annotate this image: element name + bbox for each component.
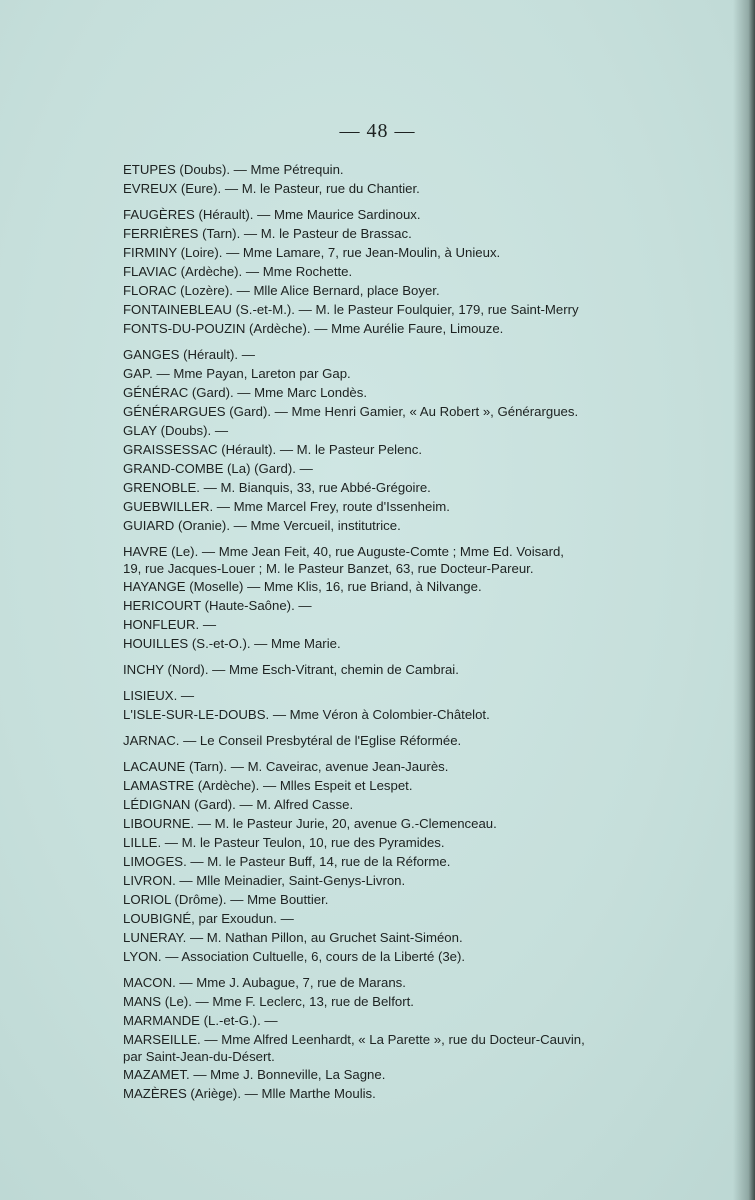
list-item: par Saint-Jean-du-Désert.: [123, 1049, 275, 1064]
list-item: GLAY (Doubs). —: [123, 423, 229, 438]
list-item: HAYANGE (Moselle) — Mme Klis, 16, rue Briand, à Nilvange.: [123, 579, 482, 594]
list-item: L'ISLE-SUR-LE-DOUBS. — Mme Véron à Colombier-Châtelot.: [123, 707, 490, 722]
list-item: LIBOURNE. — M. le Pasteur Jurie, 20, avenue G.-Clemenceau.: [123, 816, 497, 831]
list-item: GANGES (Hérault). —: [123, 347, 255, 362]
list-item: HOUILLES (S.-et-O.). — Mme Marie.: [123, 636, 341, 651]
list-item: FERRIÈRES (Tarn). — M. le Pasteur de Brassac.: [123, 226, 412, 241]
list-item: FIRMINY (Loire). — Mme Lamare, 7, rue Jean-Moulin, à Unieux.: [123, 245, 501, 260]
list-item: GÉNÉRARGUES (Gard). — Mme Henri Gamier, « Au Robert », Générargues.: [123, 404, 579, 419]
list-item: FLORAC (Lozère). — Mlle Alice Bernard, place Boyer.: [123, 283, 440, 298]
list-item: GUEBWILLER. — Mme Marcel Frey, route d'Issenheim.: [123, 499, 450, 514]
list-item: FONTAINEBLEAU (S.-et-M.). — M. le Pasteur Foulquier, 179, rue Saint-Merry: [123, 302, 579, 317]
list-item: JARNAC. — Le Conseil Presbytéral de l'Eglise Réformée.: [123, 733, 462, 748]
list-item: MAZAMET. — Mme J. Bonneville, La Sagne.: [123, 1067, 386, 1082]
list-item: LILLE. — M. le Pasteur Teulon, 10, rue des Pyramides.: [123, 835, 445, 850]
list-item: GRENOBLE. — M. Bianquis, 33, rue Abbé-Grégoire.: [123, 480, 431, 495]
list-item: MARMANDE (L.-et-G.). —: [123, 1013, 278, 1028]
list-item: FLAVIAC (Ardèche). — Mme Rochette.: [123, 264, 353, 279]
list-item: GRAISSESSAC (Hérault). — M. le Pasteur Pelenc.: [123, 442, 423, 457]
list-item: LYON. — Association Cultuelle, 6, cours de la Liberté (3e).: [123, 949, 466, 964]
list-item: FAUGÈRES (Hérault). — Mme Maurice Sardinoux.: [123, 207, 421, 222]
list-item: GÉNÉRAC (Gard). — Mme Marc Londès.: [123, 385, 368, 400]
list-item: GRAND-COMBE (La) (Gard). —: [123, 461, 313, 476]
list-item: HAVRE (Le). — Mme Jean Feit, 40, rue Auguste-Comte ; Mme Ed. Voisard,: [123, 544, 564, 559]
list-item: EVREUX (Eure). — M. le Pasteur, rue du Chantier.: [123, 181, 420, 196]
list-item: MACON. — Mme J. Aubague, 7, rue de Marans.: [123, 975, 406, 990]
list-item: LIMOGES. — M. le Pasteur Buff, 14, rue de la Réforme.: [123, 854, 451, 869]
list-item: GAP. — Mme Payan, Lareton par Gap.: [123, 366, 351, 381]
list-item: INCHY (Nord). — Mme Esch-Vitrant, chemin de Cambrai.: [123, 662, 459, 677]
list-item: LÉDIGNAN (Gard). — M. Alfred Casse.: [123, 797, 354, 812]
list-item: LACAUNE (Tarn). — M. Caveirac, avenue Jean-Jaurès.: [123, 759, 449, 774]
list-item: LORIOL (Drôme). — Mme Bouttier.: [123, 892, 329, 907]
list-item: HERICOURT (Haute-Saône). —: [123, 598, 312, 613]
list-item: MARSEILLE. — Mme Alfred Leenhardt, « La Parette », rue du Docteur-Cauvin,: [123, 1032, 585, 1047]
list-item: LISIEUX. —: [123, 688, 195, 703]
list-item: LOUBIGNÉ, par Exoudun. —: [123, 911, 294, 926]
list-item: 19, rue Jacques-Louer ; M. le Pasteur Banzet, 63, rue Docteur-Pareur.: [123, 561, 534, 576]
list-item: LIVRON. — Mlle Meinadier, Saint-Genys-Livron.: [123, 873, 406, 888]
list-item: MAZÈRES (Ariège). — Mlle Marthe Moulis.: [123, 1086, 376, 1101]
list-item: FONTS-DU-POUZIN (Ardèche). — Mme Aurélie Faure, Limouze.: [123, 321, 504, 336]
list-item: GUIARD (Oranie). — Mme Vercueil, institutrice.: [123, 518, 401, 533]
list-item: ETUPES (Doubs). — Mme Pétrequin.: [123, 162, 344, 177]
page-number: — 48 —: [339, 120, 416, 142]
list-item: MANS (Le). — Mme F. Leclerc, 13, rue de Belfort.: [123, 994, 414, 1009]
page-edge-shadow: [733, 0, 755, 1200]
list-item: HONFLEUR. —: [123, 617, 217, 632]
directory-list: [123, 160, 663, 1103]
list-item: LUNERAY. — M. Nathan Pillon, au Gruchet Saint-Siméon.: [123, 930, 463, 945]
list-item: LAMASTRE (Ardèche). — Mlles Espeit et Lespet.: [123, 778, 413, 793]
